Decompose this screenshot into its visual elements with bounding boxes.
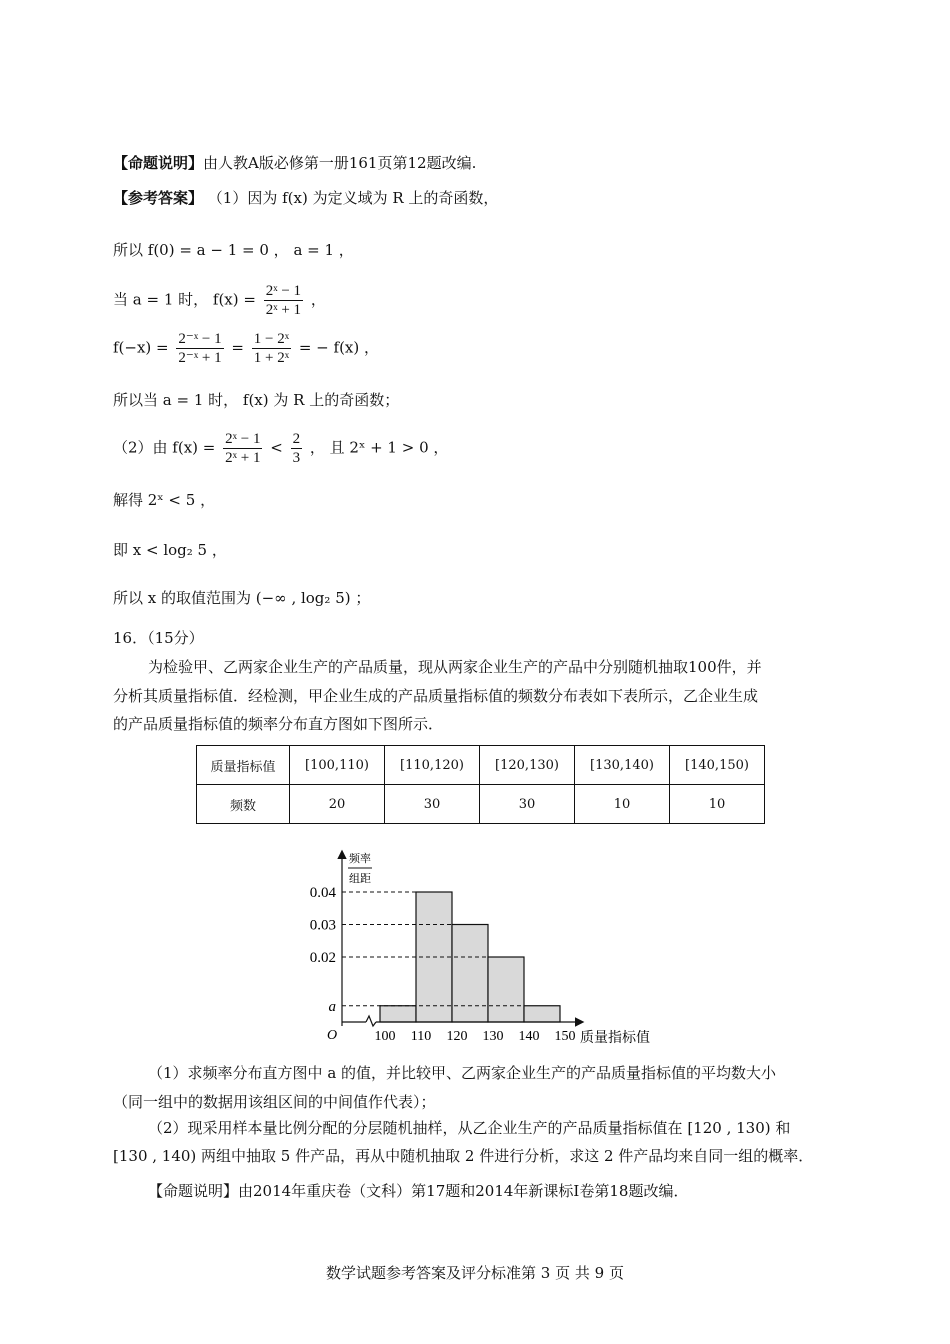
step-fnx-pre: f(−x) = xyxy=(113,338,169,357)
table-count: 20 xyxy=(290,785,385,824)
step-f0: 所以 f(0) = a − 1 = 0 ， a = 1 ， xyxy=(113,241,354,259)
sub-question-2a: （2）现采用样本量比例分配的分层随机抽样，从乙企业生产的产品质量指标值在 [120 , 130) 和 xyxy=(148,1119,791,1137)
step-fx-pre: 当 a = 1 时， f(x) = xyxy=(113,290,256,309)
answer-tag: 【参考答案】 xyxy=(113,189,204,207)
frequency-histogram xyxy=(300,840,670,1050)
x-axis-label: 质量指标值 xyxy=(580,1030,650,1046)
table-interval: [140,150) xyxy=(670,746,765,785)
table-count: 30 xyxy=(385,785,480,824)
sub-question-1b: （同一组中的数据用该组区间的中间值作代表）； xyxy=(113,1093,436,1111)
question-16-title: 16．（15分） xyxy=(113,629,204,647)
fraction-part2: $\frac{\text{2ˣ − 1}}{\text{2ˣ + 1}}$ xyxy=(225,431,261,466)
y-tick-label: 0.04 xyxy=(309,885,336,901)
step-conclusion-odd: 所以当 a = 1 时， f(x) 为 R 上的奇函数； xyxy=(113,391,400,409)
fraction-fnx-2: $\frac{\text{1 − 2ˣ}}{\text{1 + 2ˣ}}$ xyxy=(253,331,290,366)
x-tick-label: 100 xyxy=(374,1029,396,1044)
x-tick-label: 150 xyxy=(554,1029,576,1044)
table-count: 30 xyxy=(480,785,575,824)
y-tick-label: 0.02 xyxy=(309,950,336,966)
step-range: 所以 x 的取值范围为 (−∞ , log₂ 5) ； xyxy=(113,589,371,607)
table-interval: [100,110) xyxy=(290,746,385,785)
step-part2 xyxy=(113,430,448,467)
step-part2-pre: （2）由 f(x) = xyxy=(113,438,216,457)
step-f-negx xyxy=(113,330,379,367)
step-fx-post: ， xyxy=(310,290,326,309)
question-16-para-1: 为检验甲、乙两家企业生产的产品质量，现从两家企业生产的产品中分别随机抽取100件，并 xyxy=(148,658,762,676)
table-row xyxy=(197,785,765,824)
sub-question-1a: （1）求频率分布直方图中 a 的值，并比较甲、乙两家企业生产的产品质量指标值的平均数大小 xyxy=(148,1064,777,1082)
y-tick-label: 0.03 xyxy=(309,917,336,934)
y-tick-label: a xyxy=(328,998,336,1015)
step-log: 即 x < log₂ 5 ， xyxy=(113,541,227,559)
question-16-para-2: 分析其质量指标值．经检测，甲企业生成的产品质量指标值的频数分布表如下表所示，乙企业生成 xyxy=(113,687,759,705)
origin-label: O xyxy=(326,1028,338,1043)
question-16-para-3: 的产品质量指标值的频率分布直方图如下图所示． xyxy=(113,715,444,733)
answer-heading xyxy=(113,188,498,208)
histogram-bar xyxy=(380,1006,416,1022)
y-label-denominator: 组距 xyxy=(349,873,371,885)
x-tick-label: 110 xyxy=(410,1029,432,1044)
axis-break-mark xyxy=(366,1016,376,1026)
table-count-label: 频数 xyxy=(197,785,290,824)
step-fnx-post: = − f(x) ， xyxy=(298,338,380,357)
table-interval: [130,140) xyxy=(575,746,670,785)
histogram-bar xyxy=(452,925,488,1023)
fraction-fx: $\frac{\text{2ˣ − 1}}{\text{2ˣ + 1}}$ xyxy=(265,283,302,318)
page-footer: 数学试题参考答案及评分标准第 3 页 共 9 页 xyxy=(326,1264,624,1282)
step-part2-post: ， 且 2ˣ + 1 > 0 ， xyxy=(309,438,449,457)
proposition-note-2: 【命题说明】由2014年重庆卷（文科）第17题和2014年新课标Ⅰ卷第18题改编． xyxy=(148,1182,689,1200)
y-label-numerator: 频率 xyxy=(349,853,371,865)
frequency-table xyxy=(196,745,765,824)
answer-part1-intro: （1）因为 f(x) 为定义域为 R 上的奇函数， xyxy=(207,189,499,207)
fraction-two-thirds: $\frac{2}{3}$ xyxy=(292,431,301,466)
x-tick-label: 120 xyxy=(446,1029,468,1044)
table-row xyxy=(197,746,765,785)
table-interval: [120,130) xyxy=(480,746,575,785)
sub-question-2b: [130 , 140) 两组中抽取 5 件产品，再从中随机抽取 2 件进行分析，求这 2 件产品均来自同一组的概率． xyxy=(113,1147,814,1165)
histogram-bar xyxy=(488,957,524,1022)
proposition-text: 由人教A版必修第一册161页第12题改编. xyxy=(203,154,477,172)
table-count: 10 xyxy=(670,785,765,824)
step-part2-lt: < xyxy=(270,438,283,457)
step-fnx-eq: = xyxy=(231,338,244,357)
proposition-note-1 xyxy=(113,153,476,173)
step-fx xyxy=(113,282,326,319)
histogram-bar xyxy=(524,1006,560,1022)
fraction-fnx-1: $\frac{\text{2⁻ˣ − 1}}{\text{2⁻ˣ + 1}}$ xyxy=(178,331,222,366)
proposition-tag: 【命题说明】 xyxy=(113,154,204,172)
x-tick-label: 140 xyxy=(518,1029,540,1044)
table-header-label: 质量指标值 xyxy=(197,746,290,785)
table-interval: [110,120) xyxy=(385,746,480,785)
table-count: 10 xyxy=(575,785,670,824)
step-solve: 解得 2ˣ < 5 ， xyxy=(113,491,216,509)
x-tick-label: 130 xyxy=(482,1029,504,1044)
